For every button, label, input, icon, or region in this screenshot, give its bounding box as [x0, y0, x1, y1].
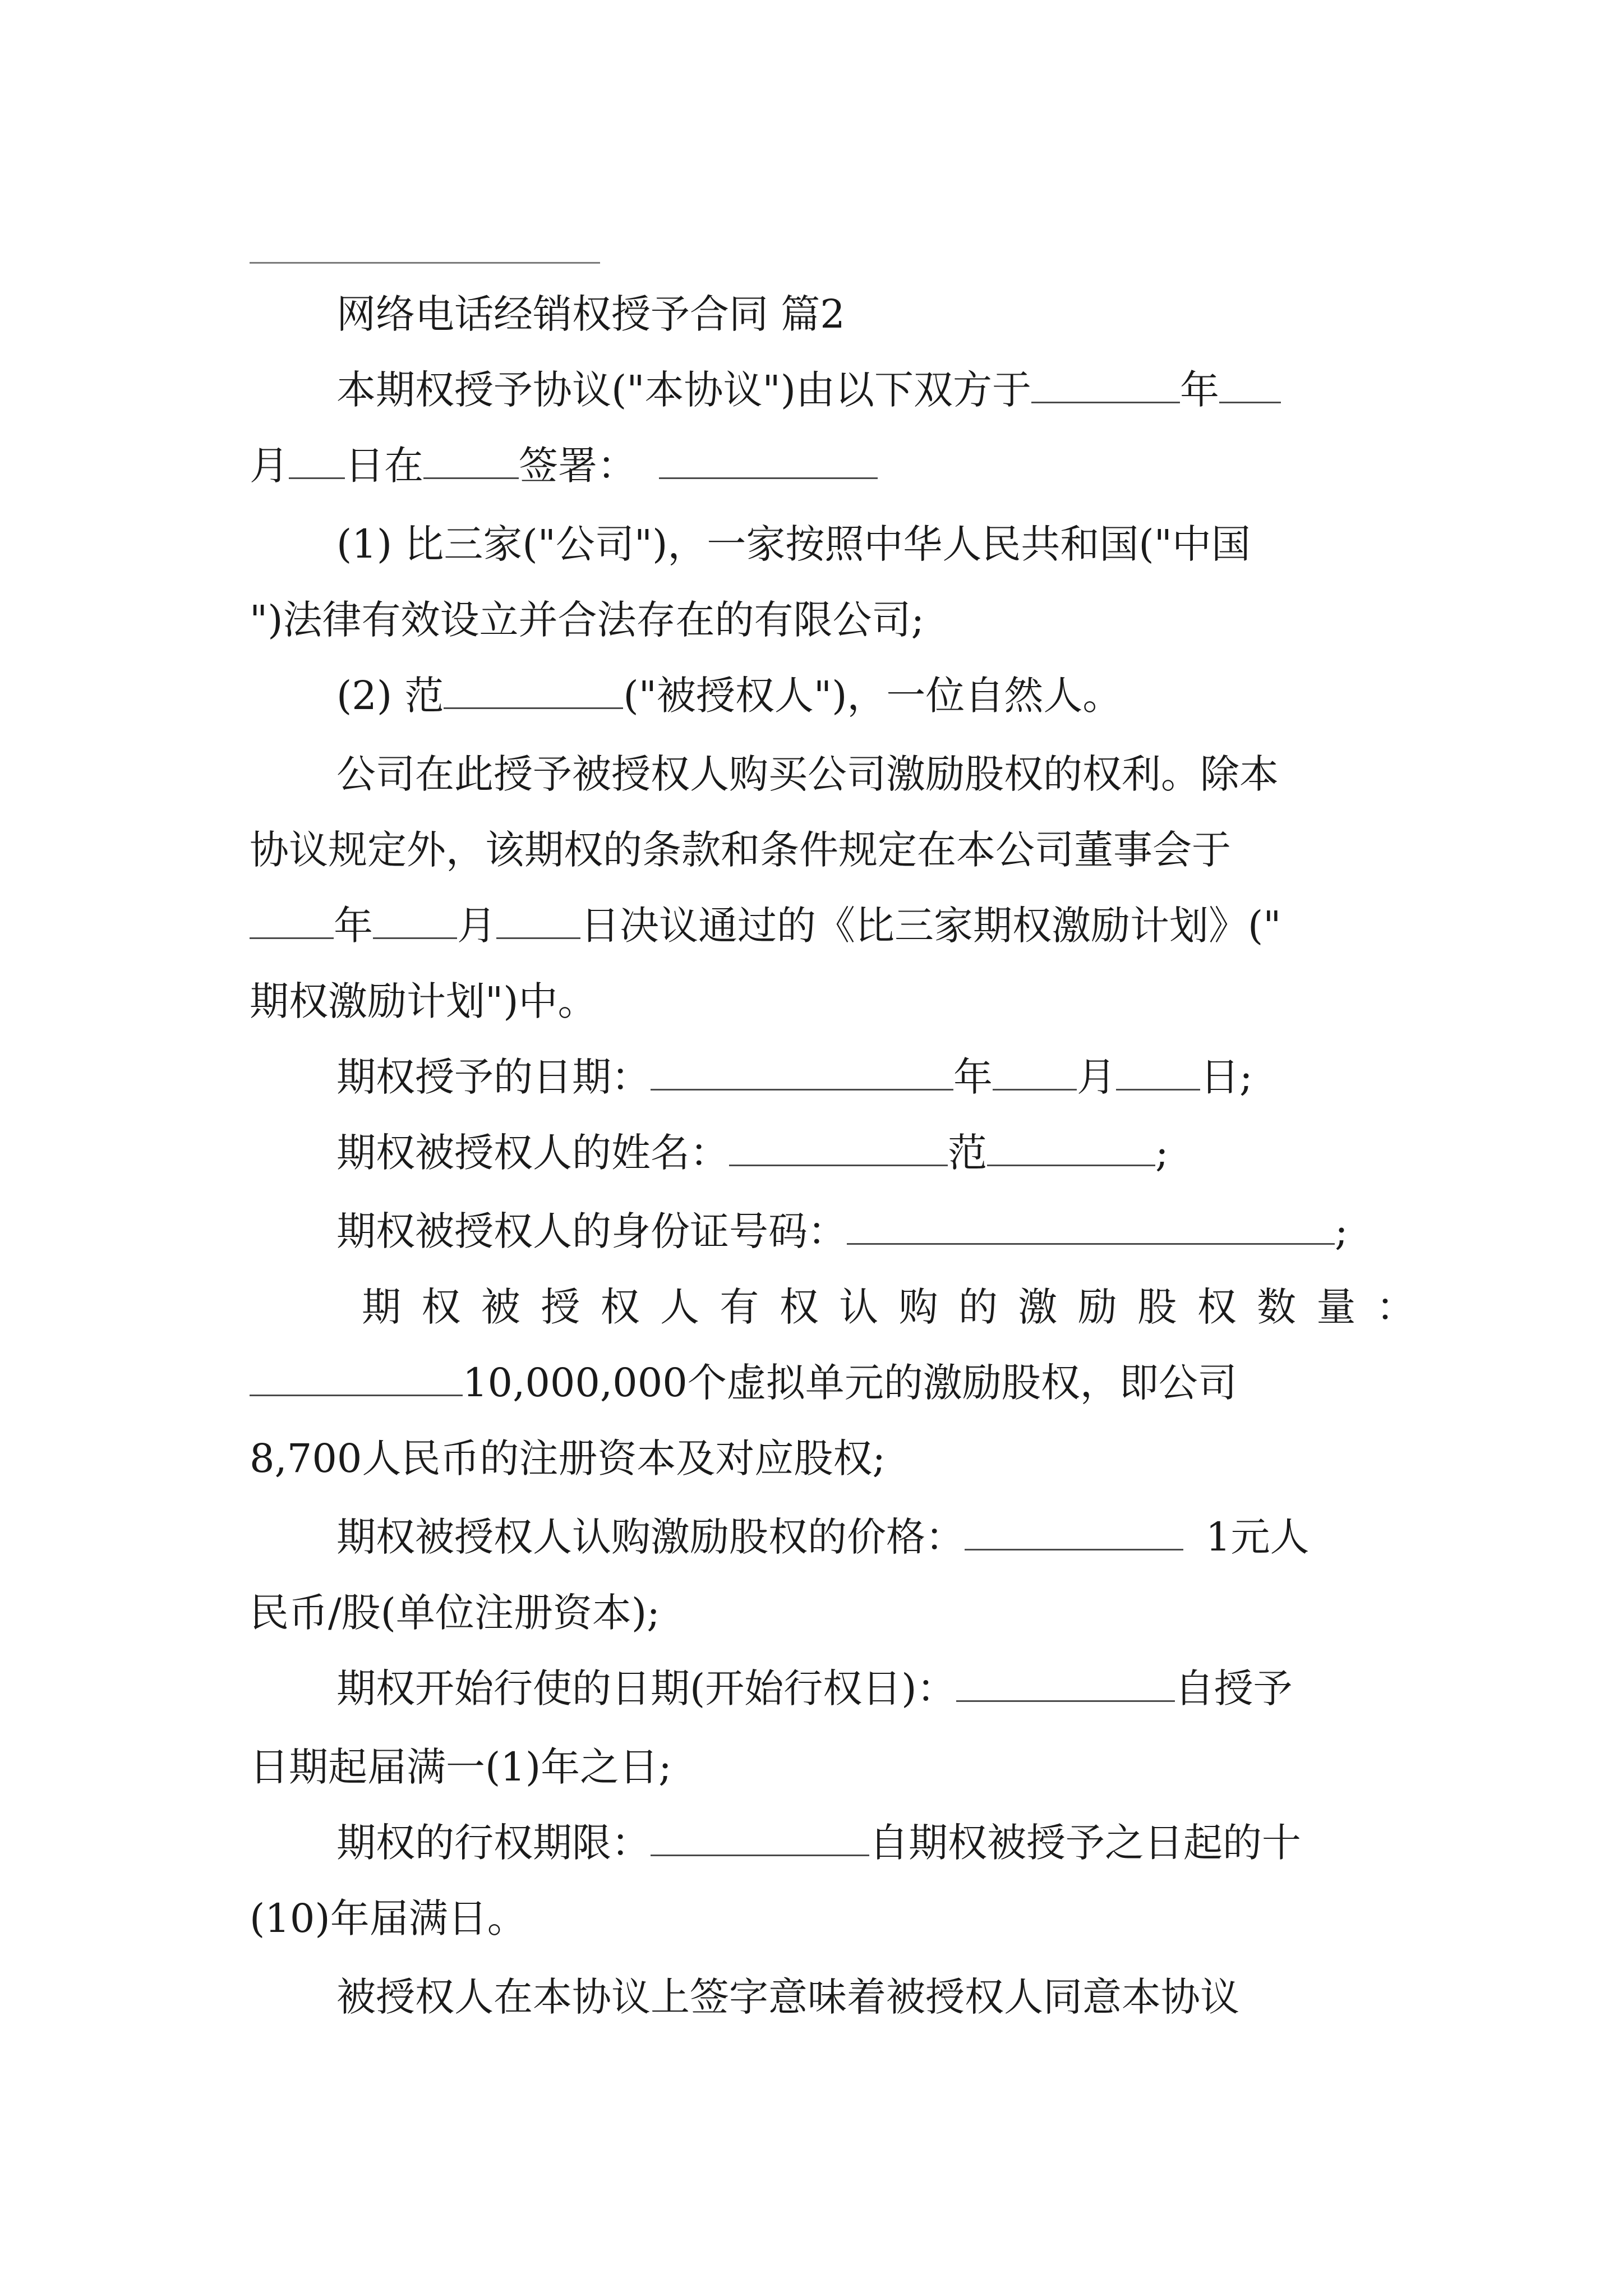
blank-field [250, 902, 334, 939]
quantity-line-3: 8,700人民币的注册资本及对应股权; [250, 1435, 886, 1481]
grant-line-1: 公司在此授予被授权人购买公司激励股权的权利。除本 [336, 751, 1279, 797]
grantee-id-line: 期权被授权人的身份证号码： ; [336, 1208, 1348, 1254]
intro-line-1: 本期权授予协议("本协议")由以下双方于 年 [336, 362, 1388, 418]
party-2-line: (2) 范 ("被授权人")，一位自然人。 [336, 673, 1122, 719]
blank-field [651, 1819, 869, 1856]
blank-field [651, 1053, 953, 1091]
blank-field [965, 1513, 1183, 1550]
blank-field [1031, 366, 1180, 403]
blank-field [956, 1665, 1175, 1702]
exercise-start-line-2: 日期起届满一(1)年之日; [250, 1744, 672, 1790]
intro-line-2: 月 日在 签署： [250, 438, 1388, 494]
blank-field [1219, 366, 1281, 403]
closing-line: 被授权人在本协议上签字意味着被授权人同意本协议 [336, 1974, 1239, 2020]
exercise-start-line-1: 期权开始行使的日期(开始行权日)： 自授予 [336, 1665, 1293, 1711]
exercise-term-line-2: (10)年届满日。 [250, 1895, 527, 1941]
header-rule [250, 262, 600, 264]
exercise-term-line-1: 期权的行权期限： 自期权被授予之日起的十 [336, 1820, 1301, 1866]
blank-field [729, 1129, 948, 1166]
blank-field [496, 902, 580, 939]
grant-line-4: 期权激励计划")中。 [250, 978, 597, 1024]
price-line-1: 期权被授权人认购激励股权的价格： 1元人 [336, 1514, 1310, 1560]
party-1-line-1: (1) 比三家("公司")，一家按照中华人民共和国("中国 [336, 521, 1251, 567]
blank-field [847, 1208, 1335, 1245]
party-1-line-2: ")法律有效设立并合法存在的有限公司; [250, 597, 925, 643]
blank-field [373, 902, 457, 939]
blank-field [993, 1053, 1077, 1091]
grantee-name-line: 期权被授权人的姓名： 范 ; [336, 1130, 1169, 1176]
document-title: 网络电话经销权授予合同 篇2 [336, 291, 845, 337]
blank-field [250, 1359, 463, 1396]
grant-date-line: 期权授予的日期： 年 月 日; [336, 1054, 1253, 1100]
blank-field [987, 1129, 1155, 1166]
quantity-line-2: 10,000,000个虚拟单元的激励股权，即公司 [250, 1355, 1388, 1411]
blank-field [289, 442, 345, 479]
blank-field [423, 442, 519, 479]
price-line-2: 民币/股(单位注册资本); [250, 1590, 660, 1636]
blank-field [1116, 1053, 1200, 1091]
blank-field [444, 672, 623, 709]
quantity-line-1: 期权被授权人有权认购的激励股权数量： [362, 1284, 1436, 1330]
grant-line-3: 年 月 日决议通过的《比三家期权激励计划》(" [250, 898, 1388, 954]
grant-line-2: 协议规定外，该期权的条款和条件规定在本公司董事会于 [250, 827, 1231, 873]
blank-field [659, 442, 878, 479]
